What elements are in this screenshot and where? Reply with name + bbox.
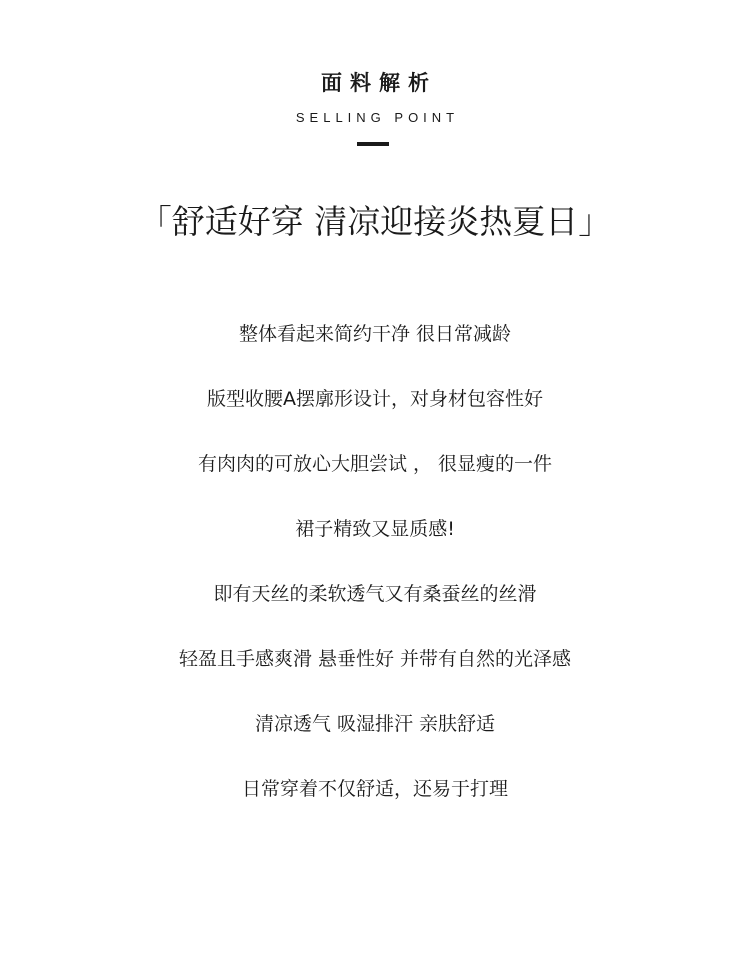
feature-line: 裙子精致又显质感! — [295, 518, 455, 540]
feature-line: 轻盈且手感爽滑 悬垂性好 并带有自然的光泽感 — [178, 648, 572, 670]
title-divider — [357, 142, 389, 146]
feature-line: 版型收腰A摆廓形设计，对身材包容性好 — [207, 388, 543, 410]
feature-line: 整体看起来简约干净 很日常减龄 — [238, 323, 512, 345]
feature-line: 有肉肉的可放心大胆尝试 ， 很显瘦的一件 — [197, 453, 553, 475]
feature-line: 清凉透气 吸湿排汗 亲肤舒适 — [254, 713, 496, 735]
section-title: 面料解析 — [321, 71, 437, 95]
feature-line: 日常穿着不仅舒适，还易于打理 — [241, 778, 508, 800]
section-subtitle: SELLING POINT — [295, 110, 460, 125]
feature-list — [0, 312, 750, 832]
feature-line: 即有天丝的柔软透气又有桑蚕丝的丝滑 — [213, 583, 537, 605]
headline: 「舒适好穿 清凉迎接炎热夏日」 — [138, 202, 612, 241]
